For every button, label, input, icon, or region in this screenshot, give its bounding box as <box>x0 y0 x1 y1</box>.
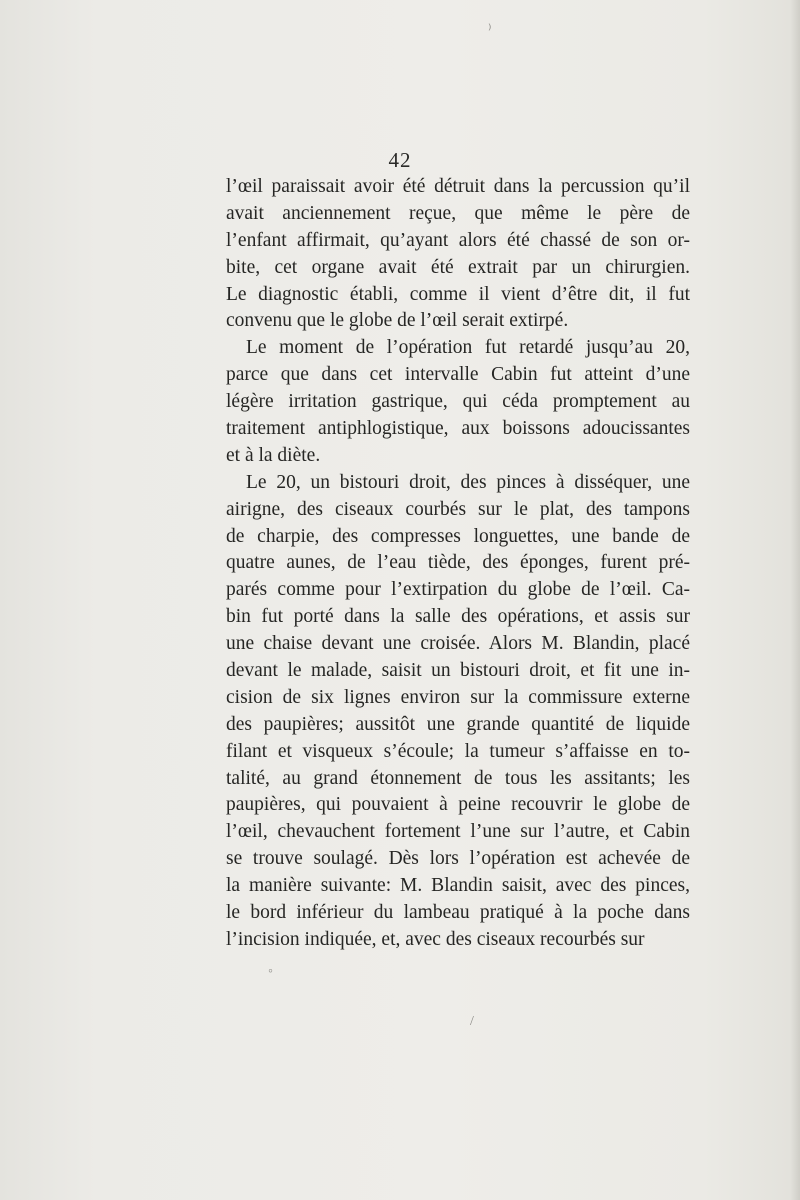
page-edge-shadow <box>790 0 800 1200</box>
text-line: et à la diète. <box>226 444 321 466</box>
text-line: l’enfant affirmait, qu’ayant alors été chassé de son or- <box>226 229 690 251</box>
text-line: convenu que le globe de l’œil serait extirpé. <box>226 310 569 332</box>
text-line: une chaise devant une croisée. Alors M. Blandin, placé <box>226 633 690 655</box>
page-number: 42 <box>388 148 412 172</box>
text-line: le bord inférieur du lambeau pratiqué à la poche dans <box>226 902 690 924</box>
text-line: traitement antiphlogistique, aux boissons adoucissantes <box>226 418 690 440</box>
text-line: filant et visqueux s’écoule; la tumeur s’affaisse en to- <box>226 740 690 762</box>
paper-mark: / <box>470 1014 474 1029</box>
text-line: cision de six lignes environ sur la commissure externe <box>226 686 690 708</box>
text-line: devant le malade, saisit un bistouri droit, et fit une in- <box>226 660 690 682</box>
text-line: bite, cet organe avait été extrait par un chirurgien. <box>226 256 690 278</box>
text-line: Le diagnostic établi, comme il vient d’être dit, il fut <box>226 283 690 305</box>
text-line: des paupières; aussitôt une grande quantité de liquide <box>226 713 690 735</box>
text-line: paupières, qui pouvaient à peine recouvrir le globe de <box>226 794 690 816</box>
text-line: se trouve soulagé. Dès lors l’opération est achevée de <box>226 848 690 870</box>
text-line: parés comme pour l’extirpation du globe de l’œil. Ca- <box>226 579 690 601</box>
text-line: Le moment de l’opération fut retardé jusqu’au 20, <box>246 337 690 359</box>
text-line: Le 20, un bistouri droit, des pinces à disséquer, une <box>246 471 690 493</box>
text-line: avait anciennement reçue, que même le père de <box>226 202 690 224</box>
paper-mark: ⁾ <box>488 23 492 38</box>
text-line: l’œil paraissait avoir été détruit dans la percussion qu’il <box>226 176 690 197</box>
text-line: de charpie, des compresses longuettes, une bande de <box>226 525 690 547</box>
text-line: l’œil, chevauchent fortement l’une sur l’autre, et Cabin <box>226 821 690 843</box>
text-line: légère irritation gastrique, qui céda promptement au <box>226 391 690 413</box>
body-text <box>226 174 690 954</box>
text-line: talité, au grand étonnement de tous les assitants; les <box>226 767 690 789</box>
paper-mark: ◦ <box>268 964 273 979</box>
text-line: bin fut porté dans la salle des opérations, et assis sur <box>226 606 690 628</box>
text-line: airigne, des ciseaux courbés sur le plat, des tampons <box>226 498 690 520</box>
text-line: la manière suivante: M. Blandin saisit, avec des pinces, <box>226 875 690 897</box>
text-line: quatre aunes, de l’eau tiède, des éponges, furent pré- <box>226 552 690 574</box>
text-line: parce que dans cet intervalle Cabin fut atteint d’une <box>226 364 690 386</box>
text-line: l’incision indiquée, et, avec des ciseaux recourbés sur <box>226 928 645 950</box>
